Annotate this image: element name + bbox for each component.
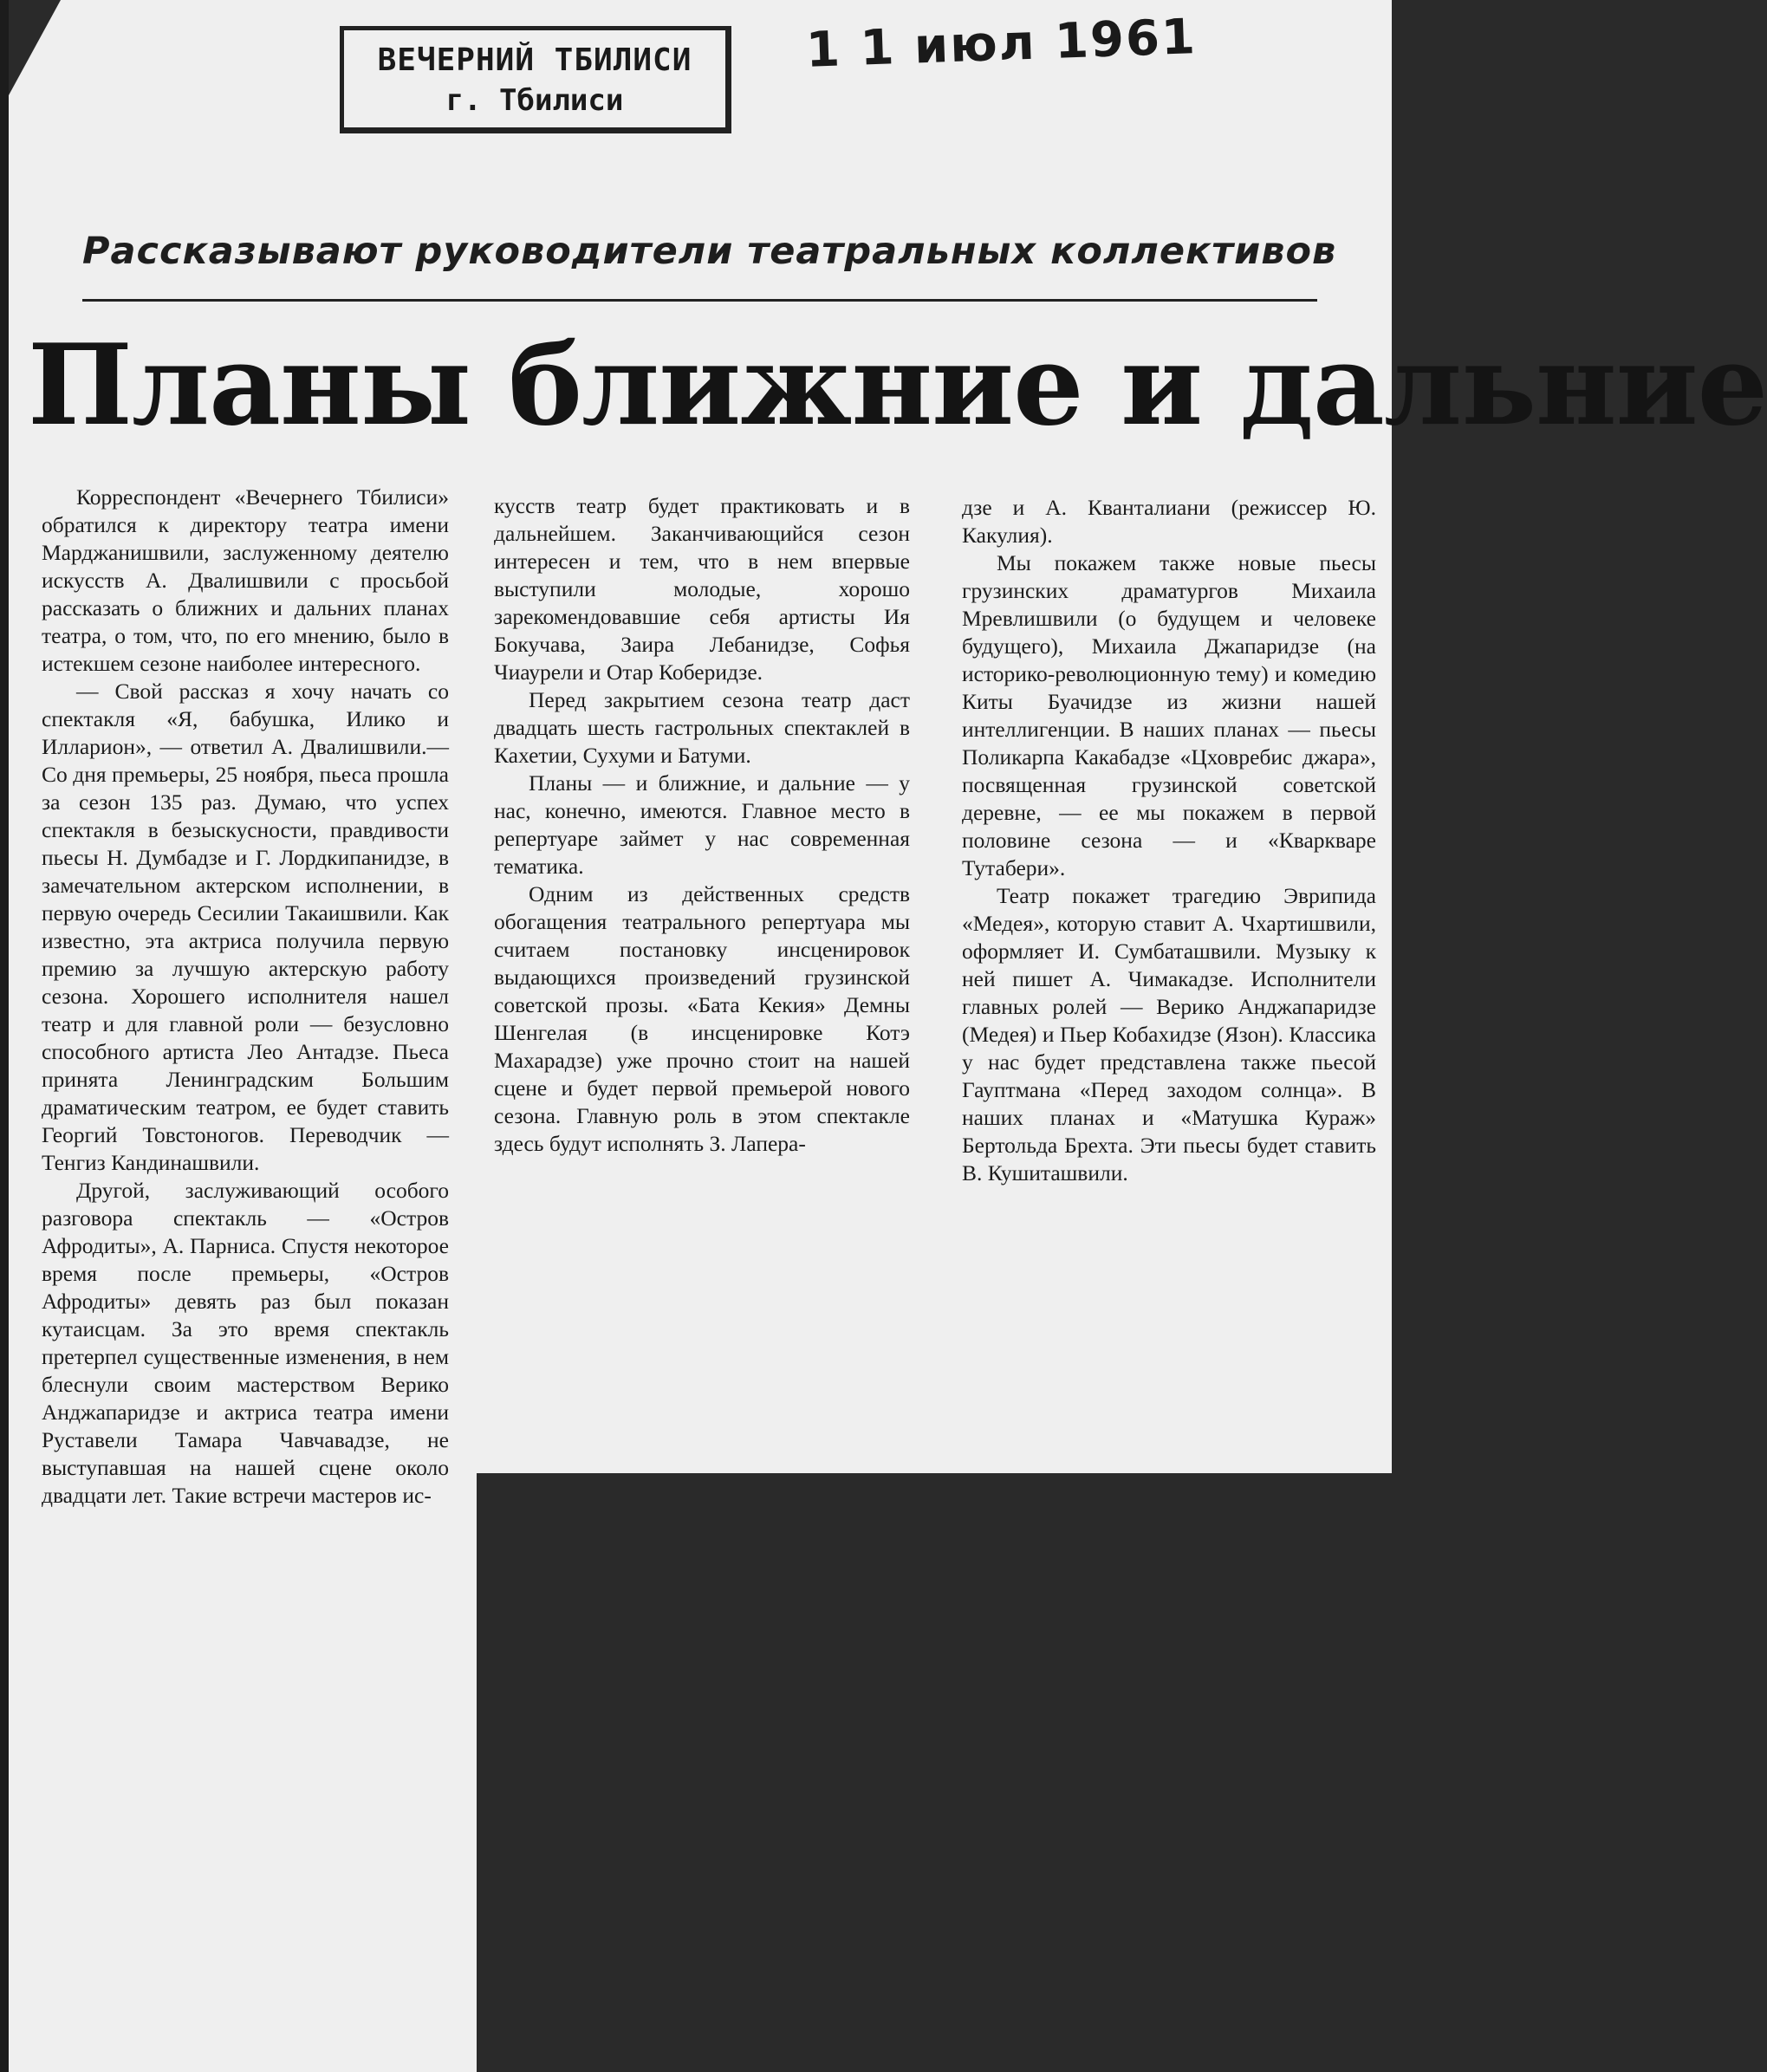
paragraph: дзе и А. Кванталиани (режиссер Ю. Какулия). [962, 495, 1376, 548]
paragraph: Мы покажем также новые пьесы грузинских драматургов Михаила Мревлишвили (о будущем и человеке будущего), Михаила Джапаридзе (на историко-революционную тему) и комедию Киты Буачидзе из жизни нашей интеллигенции. В наших планах — пьесы Поликарпа Какабадзе «Цховребис джара», посвященная грузинской советской деревне, — ее мы покажем в первой половине сезона — и «Кваркваре Тутабери». [962, 550, 1376, 880]
paragraph: Одним из действенных средств обогащения театрального репертуара мы считаем постановку инсценировок выдающихся произведений грузинской советской прозы. «Бата Кекия» Демны Шенгелая (в инсценировке Котэ Махарадзе) уже прочно стоит на нашей сцене и будет первой премьерой нового сезона. Главную роль в этом спектакле здесь будут исполнять З. Лапера- [494, 881, 910, 1156]
paragraph: Планы — и ближние, и дальние — у нас, конечно, имеются. Главное место в репертуаре займет у нас современная тематика. [494, 770, 910, 879]
stamp-city: г. Тбилиси [445, 83, 624, 118]
headline: Планы ближние и дальние [28, 321, 1767, 451]
article-column-3 [962, 494, 1376, 1187]
rubric: Рассказывают руководители театральных коллективов [82, 230, 1337, 273]
paragraph: Перед закрытием сезона театр даст двадцать шесть гастрольных спектаклей в Кахетии, Сухуми и Батуми. [494, 687, 910, 768]
handwritten-date: 1 1 июл 1961 [805, 9, 1198, 79]
paragraph: — Свой рассказ я хочу начать со спектакля «Я, бабушка, Илико и Илларион», — ответил А. Двалишвили.— Со дня премьеры, 25 ноября, пьеса прошла за сезон 135 раз. Думаю, что успех спектакля в безыскусности, правдивости пьесы Н. Думбадзе и Г. Лордкипанидзе, в замечательном актерском исполнении, в первую очередь Сесилии Такаишвили. Как известно, эта актриса получила первую премию за лучшую актерскую работу сезона. Хорошего исполнителя нашел театр и для главной роли — безусловно способного артиста Лео Антадзе. Пьеса принята Ленинградским Большим драматическим театром, ее будет ставить Георгий Товстоногов. Переводчик — Тенгиз Кандинашвили. [42, 679, 449, 1175]
masthead-stamp [340, 26, 731, 133]
article-column-1 [42, 484, 449, 1510]
stamp-newspaper-name: ВЕЧЕРНИЙ ТБИЛИСИ [377, 42, 692, 78]
rubric-rule [82, 299, 1317, 302]
paragraph: Другой, заслуживающий особого разговора спектакль — «Остров Афродиты», А. Парниса. Спустя некоторое время после премьеры, «Остров Афродиты» девять раз был показан кутаисцам. За это время спектакль претерпел существенные изменения, в нем блеснули своим мастерством Верико Анджапаридзе и актриса театра имени Руставели Тамара Чавчавадзе, не выступавшая на нашей сцене около двадцати лет. Такие встречи мастеров ис- [42, 1178, 449, 1508]
paragraph: Театр покажет трагедию Эврипида «Медея», которую ставит А. Чхартишвили, оформляет И. Сумбаташвили. Музыку к ней пишет А. Чимакадзе. Исполнители главных ролей — Верико Анджапаридзе (Медея) и Пьер Кобахидзе (Язон). Классика у нас будет представлена также пьесой Гауптмана «Перед заходом солнца». В наших планах и «Матушка Кураж» Бертольда Брехта. Эти пьесы будет ставить В. Кушиташвили. [962, 883, 1376, 1185]
article-column-2 [494, 492, 910, 1158]
scan-edge [0, 0, 9, 2072]
clipping-strip [9, 1465, 477, 2072]
paragraph: кусств театр будет практиковать и в дальнейшем. Заканчивающийся сезон интересен и тем, что в нем впервые выступили молодые, хорошо зарекомендовавшие себя артисты Ия Бокучава, Заира Лебанидзе, Софья Чиаурели и Отар Коберидзе. [494, 493, 910, 685]
paragraph: Корреспондент «Вечернего Тбилиси» обратился к директору театра имени Марджанишвили, заслуженному деятелю искусств А. Двалишвили с просьбой рассказать о ближних и дальних планах театра, о том, что, по его мнению, было в истекшем сезоне наиболее интересного. [42, 484, 449, 676]
